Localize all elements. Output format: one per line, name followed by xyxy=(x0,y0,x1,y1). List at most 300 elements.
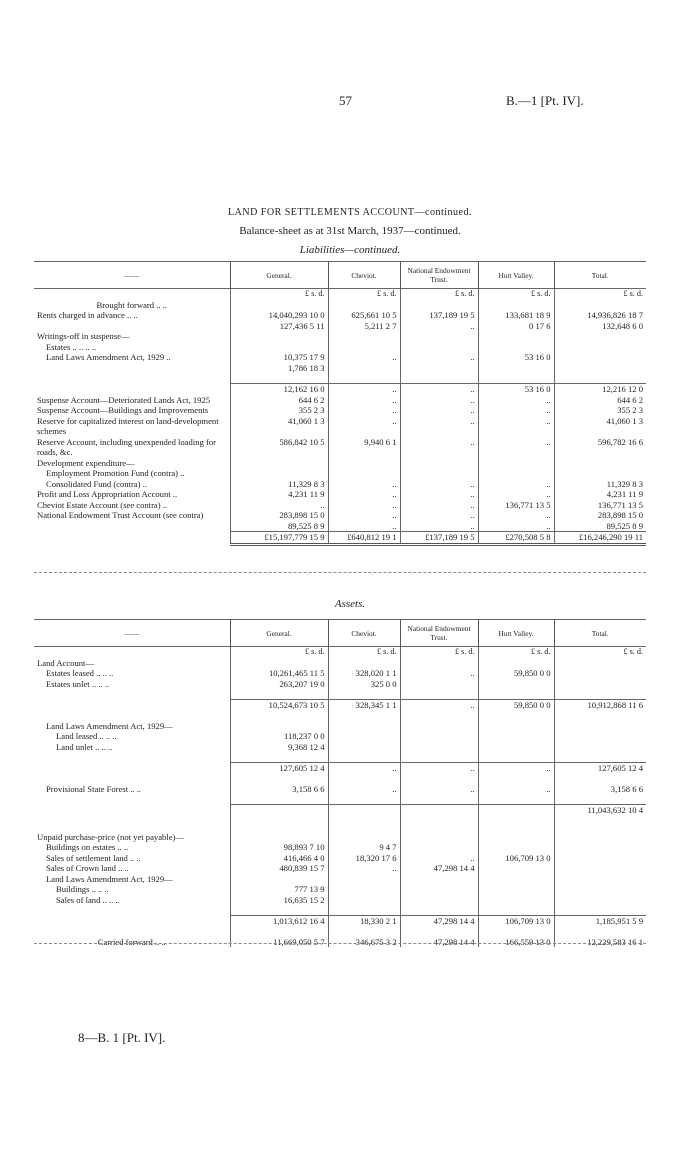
amount-cell: 355 2 3 xyxy=(554,405,646,416)
amount-cell: 1,786 18 3 xyxy=(230,363,328,374)
amount-cell xyxy=(328,689,400,700)
amount-cell: 328,020 1 1 xyxy=(328,668,400,679)
amount-cell xyxy=(328,794,400,805)
page-number: 57 xyxy=(339,93,352,108)
amount-cell xyxy=(400,805,478,816)
amount-cell: 47,298 14 4 xyxy=(400,863,478,874)
amount-cell: .. xyxy=(328,763,400,774)
amount-cell: 644 6 2 xyxy=(230,395,328,406)
row-label: Unpaid purchase-price (not yet payable)— xyxy=(37,831,184,842)
amount-cell: .. xyxy=(478,784,554,795)
amount-cell: 47,298 14 4 xyxy=(400,937,478,948)
amount-cell: .. xyxy=(400,521,478,532)
amount-cell xyxy=(230,874,328,885)
amount-cell xyxy=(554,863,646,874)
amount-cell xyxy=(478,689,554,700)
amount-cell xyxy=(328,468,400,479)
amount-cell: 12,216 12 0 xyxy=(554,384,646,395)
amount-cell: .. xyxy=(400,700,478,711)
amount-cell xyxy=(554,742,646,753)
amount-cell: .. xyxy=(328,521,400,532)
amount-cell: 11,669,050 5 7 xyxy=(230,937,328,948)
amount-cell xyxy=(400,689,478,700)
amount-cell: 3,158 6 6 xyxy=(554,784,646,795)
amount-cell: 47,298 14 4 xyxy=(400,916,478,927)
row-label: Development expenditure— xyxy=(37,457,135,468)
amount-cell xyxy=(478,300,554,311)
amount-cell xyxy=(478,774,554,784)
amount-cell: 263,207 19 0 xyxy=(230,679,328,690)
amount-cell: 41,060 1 3 xyxy=(554,416,646,437)
amount-cell: 136,771 13 5 xyxy=(554,500,646,511)
amount-cell: 10,261,465 11 5 xyxy=(230,668,328,679)
amount-cell: 1,013,612 16 4 xyxy=(230,916,328,927)
amount-cell: .. xyxy=(328,384,400,395)
assets-heading: Assets. xyxy=(334,598,366,610)
assets-row xyxy=(34,774,646,784)
row-label: Cheviot Estate Account (see contra) .. xyxy=(37,499,168,510)
unit-cell: £ s. d. xyxy=(478,647,554,658)
amount-cell xyxy=(478,679,554,690)
liabilities-row xyxy=(34,300,646,311)
amount-cell xyxy=(478,805,554,816)
assets-row xyxy=(34,832,646,843)
liabilities-heading: Liabilities—continued. xyxy=(299,244,401,256)
unit-cell: £ s. d. xyxy=(400,289,478,300)
assets-row xyxy=(34,784,646,795)
row-label xyxy=(34,905,230,916)
amount-cell xyxy=(328,300,400,311)
amount-cell: .. xyxy=(478,395,554,406)
amount-cell xyxy=(478,363,554,374)
row-label xyxy=(34,805,230,816)
amount-cell: .. xyxy=(478,405,554,416)
assets-row xyxy=(34,689,646,700)
amount-cell: .. xyxy=(478,521,554,532)
assets-row xyxy=(34,658,646,669)
row-label: Provisional State Forest .. .. xyxy=(46,783,142,794)
amount-cell: £270,508 5 8 xyxy=(478,532,554,545)
amount-cell xyxy=(400,331,478,342)
liabilities-row xyxy=(34,468,646,479)
amount-cell: 14,040,293 10 0 xyxy=(230,310,328,321)
amount-cell xyxy=(230,658,328,669)
row-label xyxy=(34,794,230,805)
amount-cell xyxy=(230,905,328,916)
amount-cell xyxy=(230,342,328,353)
amount-cell xyxy=(400,794,478,805)
row-label: Land Laws Amendment Act, 1929 .. xyxy=(46,352,171,362)
liabilities-row xyxy=(34,510,646,521)
assets-row xyxy=(34,731,646,742)
amount-cell: 53 16 0 xyxy=(478,352,554,363)
amount-cell xyxy=(230,689,328,700)
liabilities-row xyxy=(34,384,646,395)
amount-cell xyxy=(478,816,554,832)
liabilities-row xyxy=(34,342,646,353)
amount-cell xyxy=(230,774,328,784)
amount-cell xyxy=(478,742,554,753)
amount-cell: .. xyxy=(400,510,478,521)
amount-cell: 777 13 9 xyxy=(230,884,328,895)
unit-cell: £ s. d. xyxy=(400,647,478,658)
amount-cell xyxy=(400,832,478,843)
liabilities-row xyxy=(34,331,646,342)
amount-cell xyxy=(230,721,328,732)
amount-cell: 136,771 13 5 xyxy=(478,500,554,511)
amount-cell xyxy=(230,300,328,311)
amount-cell xyxy=(230,331,328,342)
amount-cell: 480,839 15 7 xyxy=(230,863,328,874)
assets-row xyxy=(34,816,646,832)
amount-cell: £137,189 19 5 xyxy=(400,532,478,545)
row-label xyxy=(34,384,230,395)
row-label: Employment Promotion Fund (contra) .. xyxy=(46,468,185,478)
amount-cell xyxy=(478,794,554,805)
amount-cell xyxy=(478,458,554,469)
amount-cell: £640,812 19 1 xyxy=(328,532,400,545)
row-label xyxy=(34,927,230,937)
amount-cell xyxy=(554,658,646,669)
liabilities-row xyxy=(34,321,646,332)
amount-cell: 18,320 17 6 xyxy=(328,853,400,864)
amount-cell: 596,782 16 6 xyxy=(554,437,646,458)
amount-cell xyxy=(554,668,646,679)
row-label xyxy=(34,752,230,763)
unit-cell: £ s. d. xyxy=(230,289,328,300)
liabilities-row xyxy=(34,532,646,545)
amount-cell xyxy=(400,363,478,374)
amount-cell xyxy=(400,711,478,721)
row-label xyxy=(34,700,230,711)
assets-row xyxy=(34,863,646,874)
unit-cell: £ s. d. xyxy=(478,289,554,300)
row-label xyxy=(34,816,230,832)
assets-row xyxy=(34,884,646,895)
assets-row xyxy=(34,805,646,816)
unit-cell: £ s. d. xyxy=(230,647,328,658)
amount-cell xyxy=(328,927,400,937)
amount-cell xyxy=(328,805,400,816)
assets-row xyxy=(34,927,646,937)
amount-cell xyxy=(400,774,478,784)
amount-cell xyxy=(554,842,646,853)
amount-cell xyxy=(554,794,646,805)
column-header-label: —— xyxy=(124,270,140,280)
amount-cell xyxy=(230,832,328,843)
amount-cell xyxy=(478,468,554,479)
amount-cell xyxy=(400,468,478,479)
amount-cell xyxy=(554,300,646,311)
amount-cell: 59,850 0 0 xyxy=(478,700,554,711)
amount-cell: 5,211 2 7 xyxy=(328,321,400,332)
liabilities-row xyxy=(34,458,646,469)
amount-cell xyxy=(400,905,478,916)
amount-cell xyxy=(478,842,554,853)
row-label: Buildings on estates .. .. xyxy=(46,842,129,852)
liabilities-row xyxy=(34,479,646,490)
amount-cell: 12,229,583 16 1 xyxy=(554,937,646,948)
amount-cell xyxy=(400,742,478,753)
amount-cell: 9,368 12 4 xyxy=(230,742,328,753)
row-label xyxy=(34,321,230,332)
amount-cell: 328,345 1 1 xyxy=(328,700,400,711)
amount-cell: .. xyxy=(400,489,478,500)
amount-cell: 346,675 3 2 xyxy=(328,937,400,948)
amount-cell xyxy=(478,373,554,384)
amount-cell xyxy=(328,742,400,753)
unit-cell: £ s. d. xyxy=(328,647,400,658)
amount-cell: .. xyxy=(400,321,478,332)
column-header-cheviot: Cheviot. xyxy=(328,262,400,289)
amount-cell: .. xyxy=(400,853,478,864)
amount-cell xyxy=(400,458,478,469)
amount-cell: 12,162 16 0 xyxy=(230,384,328,395)
amount-cell xyxy=(328,752,400,763)
liabilities-row xyxy=(34,500,646,511)
amount-cell: 9,940 6 1 xyxy=(328,437,400,458)
amount-cell xyxy=(478,863,554,874)
assets-row xyxy=(34,752,646,763)
amount-cell xyxy=(230,468,328,479)
amount-cell xyxy=(328,658,400,669)
amount-cell xyxy=(554,752,646,763)
amount-cell: .. xyxy=(400,479,478,490)
amount-cell xyxy=(554,363,646,374)
row-label xyxy=(34,521,230,532)
amount-cell: .. xyxy=(400,416,478,437)
unit-cell: £ s. d. xyxy=(554,647,646,658)
row-label xyxy=(34,916,230,927)
row-label xyxy=(34,774,230,784)
amount-cell: .. xyxy=(328,510,400,521)
row-label: Consolidated Fund (contra) .. xyxy=(46,478,147,489)
amount-cell xyxy=(328,731,400,742)
liabilities-row xyxy=(34,363,646,374)
amount-cell: 586,842 10 5 xyxy=(230,437,328,458)
amount-cell xyxy=(328,832,400,843)
row-label: Estates .. .. .. .. xyxy=(46,341,97,352)
column-header-national-endowment: National Endowment Trust. xyxy=(400,620,478,647)
liabilities-units-row xyxy=(34,289,646,300)
column-header-total: Total. xyxy=(554,620,646,647)
amount-cell xyxy=(230,927,328,937)
amount-cell xyxy=(554,832,646,843)
assets-row xyxy=(34,679,646,690)
row-label xyxy=(34,363,230,374)
row-label: Sales of land .. .. .. xyxy=(56,894,120,905)
row-label xyxy=(34,763,230,774)
assets-bottom-rule xyxy=(34,943,646,944)
amount-cell xyxy=(328,342,400,353)
amount-cell: .. xyxy=(328,489,400,500)
row-label: Land leased .. .. .. xyxy=(56,731,117,741)
amount-cell: .. xyxy=(328,784,400,795)
amount-cell xyxy=(554,895,646,906)
amount-cell xyxy=(400,884,478,895)
document-subtitle: Balance-sheet as at 31st March, 1937—continued. xyxy=(239,225,461,237)
amount-cell xyxy=(328,721,400,732)
amount-cell: 14,936,826 18 7 xyxy=(554,310,646,321)
amount-cell xyxy=(230,711,328,721)
amount-cell: 53 16 0 xyxy=(478,384,554,395)
row-label: Reserve Account, including unexpended loading for roads, &c. xyxy=(37,436,216,457)
row-label: Reserve for capitalized interest on land-development schemes xyxy=(37,415,219,436)
amount-cell xyxy=(400,752,478,763)
amount-cell: 283,898 15 0 xyxy=(554,510,646,521)
amount-cell xyxy=(400,373,478,384)
row-label xyxy=(34,532,230,545)
row-label: Writings-off in suspense— xyxy=(37,331,130,341)
liabilities-row xyxy=(34,310,646,321)
amount-cell: 118,237 0 0 xyxy=(230,731,328,742)
amount-cell xyxy=(478,658,554,669)
amount-cell xyxy=(400,658,478,669)
amount-cell: .. xyxy=(478,489,554,500)
liabilities-row xyxy=(34,521,646,532)
amount-cell xyxy=(554,853,646,864)
liabilities-row xyxy=(34,373,646,384)
amount-cell xyxy=(328,895,400,906)
amount-cell xyxy=(478,832,554,843)
document-title: LAND FOR SETTLEMENTS ACCOUNT—continued. xyxy=(228,207,472,218)
amount-cell: 106,709 13 0 xyxy=(478,916,554,927)
amount-cell: .. xyxy=(400,500,478,511)
amount-cell xyxy=(328,373,400,384)
amount-cell: 0 17 6 xyxy=(478,321,554,332)
liabilities-row xyxy=(34,405,646,416)
amount-cell xyxy=(328,711,400,721)
amount-cell: 132,648 6 0 xyxy=(554,321,646,332)
amount-cell xyxy=(554,468,646,479)
assets-row xyxy=(34,763,646,774)
amount-cell xyxy=(554,373,646,384)
column-header-total: Total. xyxy=(554,262,646,289)
amount-cell xyxy=(400,816,478,832)
amount-cell: .. xyxy=(478,763,554,774)
assets-row xyxy=(34,842,646,853)
row-label xyxy=(34,711,230,721)
amount-cell xyxy=(554,679,646,690)
row-label: Profit and Loss Appropriation Account .. xyxy=(37,489,178,499)
row-label: Estates unlet .. .. .. xyxy=(46,678,110,689)
amount-cell: 127,605 12 4 xyxy=(230,763,328,774)
amount-cell: 11,329 8 3 xyxy=(230,479,328,490)
amount-cell xyxy=(554,927,646,937)
amount-cell: 166,559 13 0 xyxy=(478,937,554,948)
amount-cell: .. xyxy=(328,405,400,416)
amount-cell xyxy=(328,816,400,832)
liabilities-row xyxy=(34,395,646,406)
unit-cell: £ s. d. xyxy=(328,289,400,300)
row-label: Land unlet .. .. .. xyxy=(56,741,113,752)
amount-cell xyxy=(478,752,554,763)
row-label xyxy=(34,373,230,384)
liabilities-row xyxy=(34,416,646,437)
amount-cell xyxy=(478,342,554,353)
amount-cell xyxy=(478,884,554,895)
row-label xyxy=(34,689,230,700)
amount-cell xyxy=(400,731,478,742)
amount-cell xyxy=(230,794,328,805)
amount-cell: 355 2 3 xyxy=(230,405,328,416)
row-label: Land Laws Amendment Act, 1929— xyxy=(46,873,173,884)
amount-cell xyxy=(400,342,478,353)
amount-cell: 89,525 8 9 xyxy=(230,521,328,532)
liabilities-row xyxy=(34,489,646,500)
assets-row xyxy=(34,874,646,885)
amount-cell: .. xyxy=(328,416,400,437)
row-label: Estates leased .. .. .. xyxy=(46,668,114,678)
assets-row xyxy=(34,937,646,948)
amount-cell: 16,635 15 2 xyxy=(230,895,328,906)
amount-cell xyxy=(400,842,478,853)
amount-cell xyxy=(554,721,646,732)
column-header-general: General. xyxy=(230,620,328,647)
amount-cell: .. xyxy=(328,500,400,511)
amount-cell: .. xyxy=(400,763,478,774)
amount-cell xyxy=(328,774,400,784)
assets-row xyxy=(34,905,646,916)
amount-cell xyxy=(400,874,478,885)
unit-label-cell xyxy=(34,289,230,300)
amount-cell: £15,197,779 15 9 xyxy=(230,532,328,545)
amount-cell xyxy=(554,905,646,916)
amount-cell xyxy=(478,905,554,916)
assets-row xyxy=(34,916,646,927)
amount-cell: 4,231 11 9 xyxy=(554,489,646,500)
footer-signature: 8—B. 1 [Pt. IV]. xyxy=(78,1030,166,1045)
amount-cell xyxy=(554,458,646,469)
amount-cell: 98,893 7 10 xyxy=(230,842,328,853)
amount-cell xyxy=(554,711,646,721)
amount-cell: .. xyxy=(478,510,554,521)
amount-cell xyxy=(554,884,646,895)
column-header-label: —— xyxy=(124,628,140,638)
page-reference: B.—1 [Pt. IV]. xyxy=(506,93,584,108)
amount-cell: .. xyxy=(400,405,478,416)
amount-cell: 4,231 11 9 xyxy=(230,489,328,500)
column-header-national-endowment: National Endowment Trust. xyxy=(400,262,478,289)
row-label: Land Account— xyxy=(37,657,95,668)
row-label: Sales of settlement land .. .. xyxy=(46,852,141,863)
amount-cell xyxy=(400,300,478,311)
amount-cell: .. xyxy=(400,668,478,679)
row-label: Suspense Account—Buildings and Improvements xyxy=(37,405,209,415)
unit-cell: £ s. d. xyxy=(554,289,646,300)
row-label: Carried forward .. .. xyxy=(97,936,166,947)
unit-label-cell xyxy=(34,647,230,658)
amount-cell xyxy=(400,679,478,690)
liabilities-row xyxy=(34,437,646,458)
amount-cell: 416,466 4 0 xyxy=(230,853,328,864)
amount-cell: .. xyxy=(478,437,554,458)
row-label: Sales of Crown land .. .. xyxy=(46,863,129,873)
amount-cell xyxy=(328,363,400,374)
amount-cell: 127,605 12 4 xyxy=(554,763,646,774)
amount-cell xyxy=(478,331,554,342)
amount-cell: 133,681 18 9 xyxy=(478,310,554,321)
amount-cell xyxy=(328,458,400,469)
amount-cell: 59,850 0 0 xyxy=(478,668,554,679)
row-label: Rents charged in advance .. .. xyxy=(37,310,138,320)
amount-cell: 11,329 8 3 xyxy=(554,479,646,490)
assets-row xyxy=(34,700,646,711)
assets-row xyxy=(34,742,646,753)
amount-cell xyxy=(554,816,646,832)
column-header-hutt-valley: Hutt Valley. xyxy=(478,262,554,289)
assets-row xyxy=(34,668,646,679)
